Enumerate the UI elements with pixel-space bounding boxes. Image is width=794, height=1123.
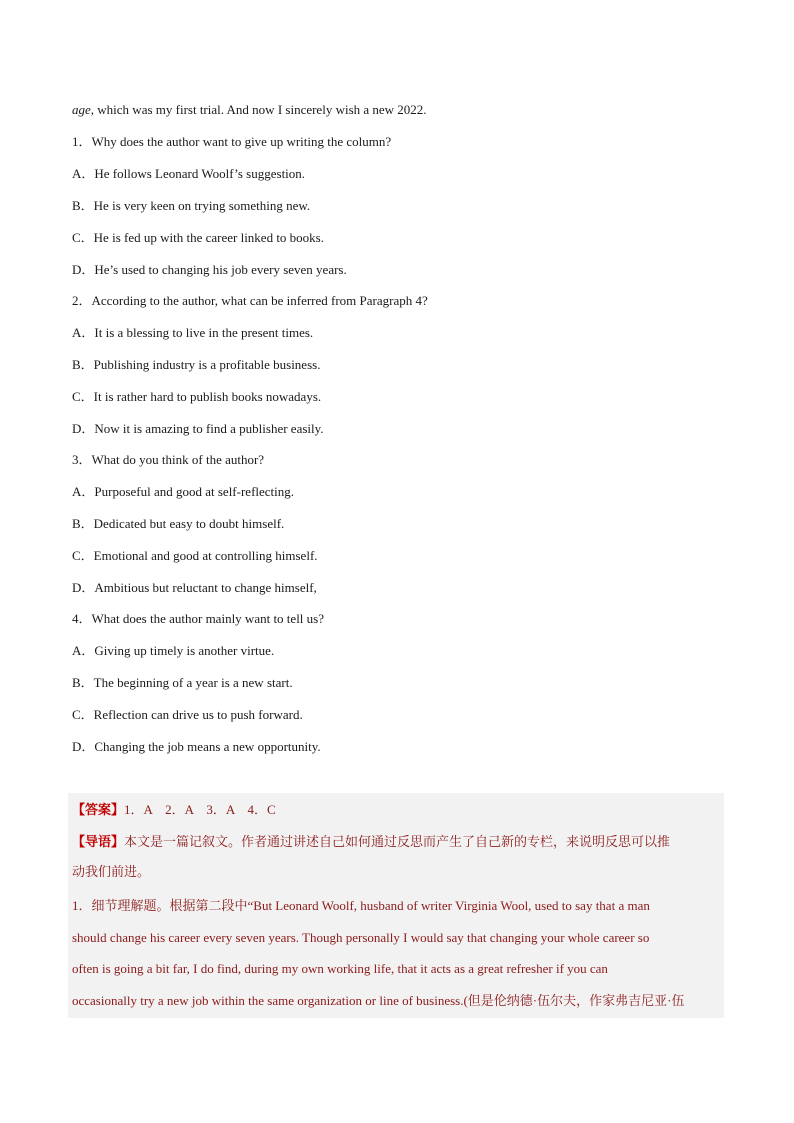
- explanation-line-4: occasionally try a new job within the same organization or line of business.(但是伦纳德·伍尔夫，作家弗吉尼亚·伍: [72, 993, 685, 1008]
- question-stem: 2．According to the author, what can be inferred from Paragraph 4?: [72, 293, 428, 308]
- question-stem: 4．What does the author mainly want to tell us?: [72, 611, 324, 626]
- option-c: C．Reflection can drive us to push forward.: [72, 707, 303, 722]
- answer-tag: 【答案】: [72, 803, 125, 818]
- explanation-line-3: often is going a bit far, I do find, during my own working life, that it acts as a great refresher if you can: [72, 961, 608, 976]
- answer-analysis-box: [68, 793, 724, 1018]
- guide-line-1: [72, 834, 670, 851]
- option-a: A．He follows Leonard Woolf’s suggestion.: [72, 166, 306, 181]
- option-a: A．Giving up timely is another virtue.: [72, 643, 275, 658]
- answer-line: [72, 802, 276, 819]
- option-b: B．Dedicated but easy to doubt himself.: [72, 516, 285, 531]
- option-d: D．Changing the job means a new opportunity.: [72, 739, 321, 754]
- option-a: A．It is a blessing to live in the present times.: [72, 325, 314, 340]
- guide-line-2: 动我们前进。: [72, 865, 151, 880]
- explanation-line-1: 1．细节理解题。根据第二段中“But Leonard Woolf, husband of writer Virginia Wool, used to say that a man: [72, 898, 650, 913]
- passage-italic-word: age: [72, 102, 91, 117]
- option-c: C．Emotional and good at controlling himself.: [72, 548, 318, 563]
- option-d: D．Now it is amazing to find a publisher easily.: [72, 421, 324, 436]
- question-stem: 3．What do you think of the author?: [72, 452, 265, 467]
- option-c: C．He is fed up with the career linked to books.: [72, 230, 324, 245]
- option-b: B．The beginning of a year is a new start.: [72, 675, 293, 690]
- option-c: C．It is rather hard to publish books nowadays.: [72, 389, 322, 404]
- option-a: A．Purposeful and good at self-reflecting.: [72, 484, 295, 499]
- option-d: D．He’s used to changing his job every seven years.: [72, 262, 347, 277]
- passage-tail: [72, 102, 427, 118]
- explanation-line-2: should change his career every seven years. Though personally I would say that changing your whole career so: [72, 930, 650, 945]
- guide-tag: 【导语】: [72, 835, 125, 850]
- option-b: B．Publishing industry is a profitable business.: [72, 357, 321, 372]
- option-b: B．He is very keen on trying something new.: [72, 198, 311, 213]
- answer-text: 1．A 2．A 3．A 4．C: [124, 802, 276, 817]
- option-d: D．Ambitious but reluctant to change himself,: [72, 580, 317, 595]
- guide-text-1: 本文是一篇记叙文。作者通过讲述自己如何通过反思而产生了自己新的专栏，来说明反思可以推: [124, 835, 671, 850]
- question-stem: 1．Why does the author want to give up writing the column?: [72, 134, 392, 149]
- passage-tail-text: , which was my first trial. And now I sincerely wish a new 2022.: [90, 102, 427, 117]
